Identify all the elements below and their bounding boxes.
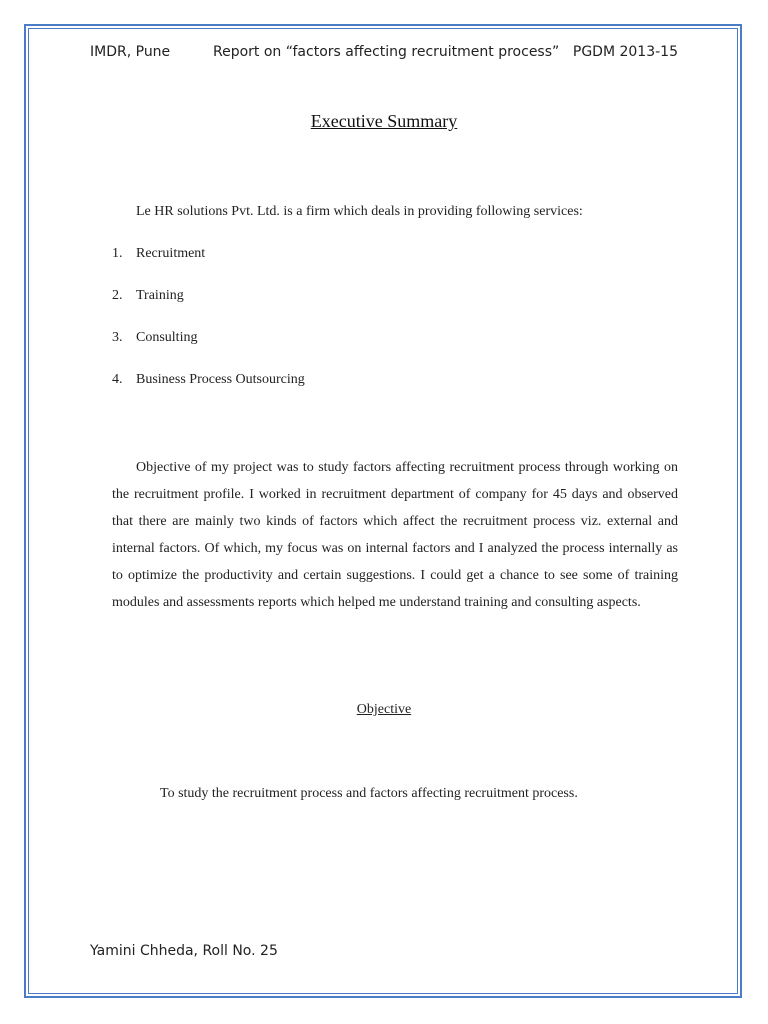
list-item-label: Recruitment — [136, 246, 206, 261]
objective-heading: Objective — [356, 702, 412, 717]
intro-text: Le HR solutions Pvt. Ltd. is a firm which deals in providing following services: — [136, 204, 583, 219]
list-item-number: 3. — [112, 330, 123, 345]
list-item — [112, 330, 197, 346]
header-institute: IMDR, Pune — [90, 44, 171, 60]
objective-text: To study the recruitment process and factors affecting recruitment process. — [160, 786, 578, 801]
page-title: Executive Summary — [310, 111, 458, 131]
header-report-title: Report on “factors affecting recruitment process” — [213, 44, 560, 60]
list-item-label: Business Process Outsourcing — [136, 372, 305, 387]
header-program: PGDM 2013-15 — [572, 44, 678, 60]
page-footer: Yamini Chheda, Roll No. 25 — [90, 943, 278, 959]
list-item-number: 1. — [112, 246, 123, 261]
list-item — [112, 372, 305, 388]
list-item-number: 2. — [112, 288, 123, 303]
list-item — [112, 246, 205, 262]
list-item-label: Consulting — [136, 330, 198, 345]
page-header — [90, 44, 680, 64]
list-item-number: 4. — [112, 372, 123, 387]
list-item — [112, 288, 184, 304]
summary-paragraph: Objective of my project was to study factors affecting recruitment process through working on the recruitment profile. I worked in recruitment department of company for 45 days and observed that there are mainly two kinds of factors which affect the recruitment process viz. external and internal factors. Of which, my focus was on internal factors and I analyzed the process internally as to optimize the productivity and certain suggestions. I could get a chance to see some of training modules and assessments reports which helped me understand training and consulting aspects. — [112, 460, 678, 610]
list-item-label: Training — [136, 288, 184, 303]
